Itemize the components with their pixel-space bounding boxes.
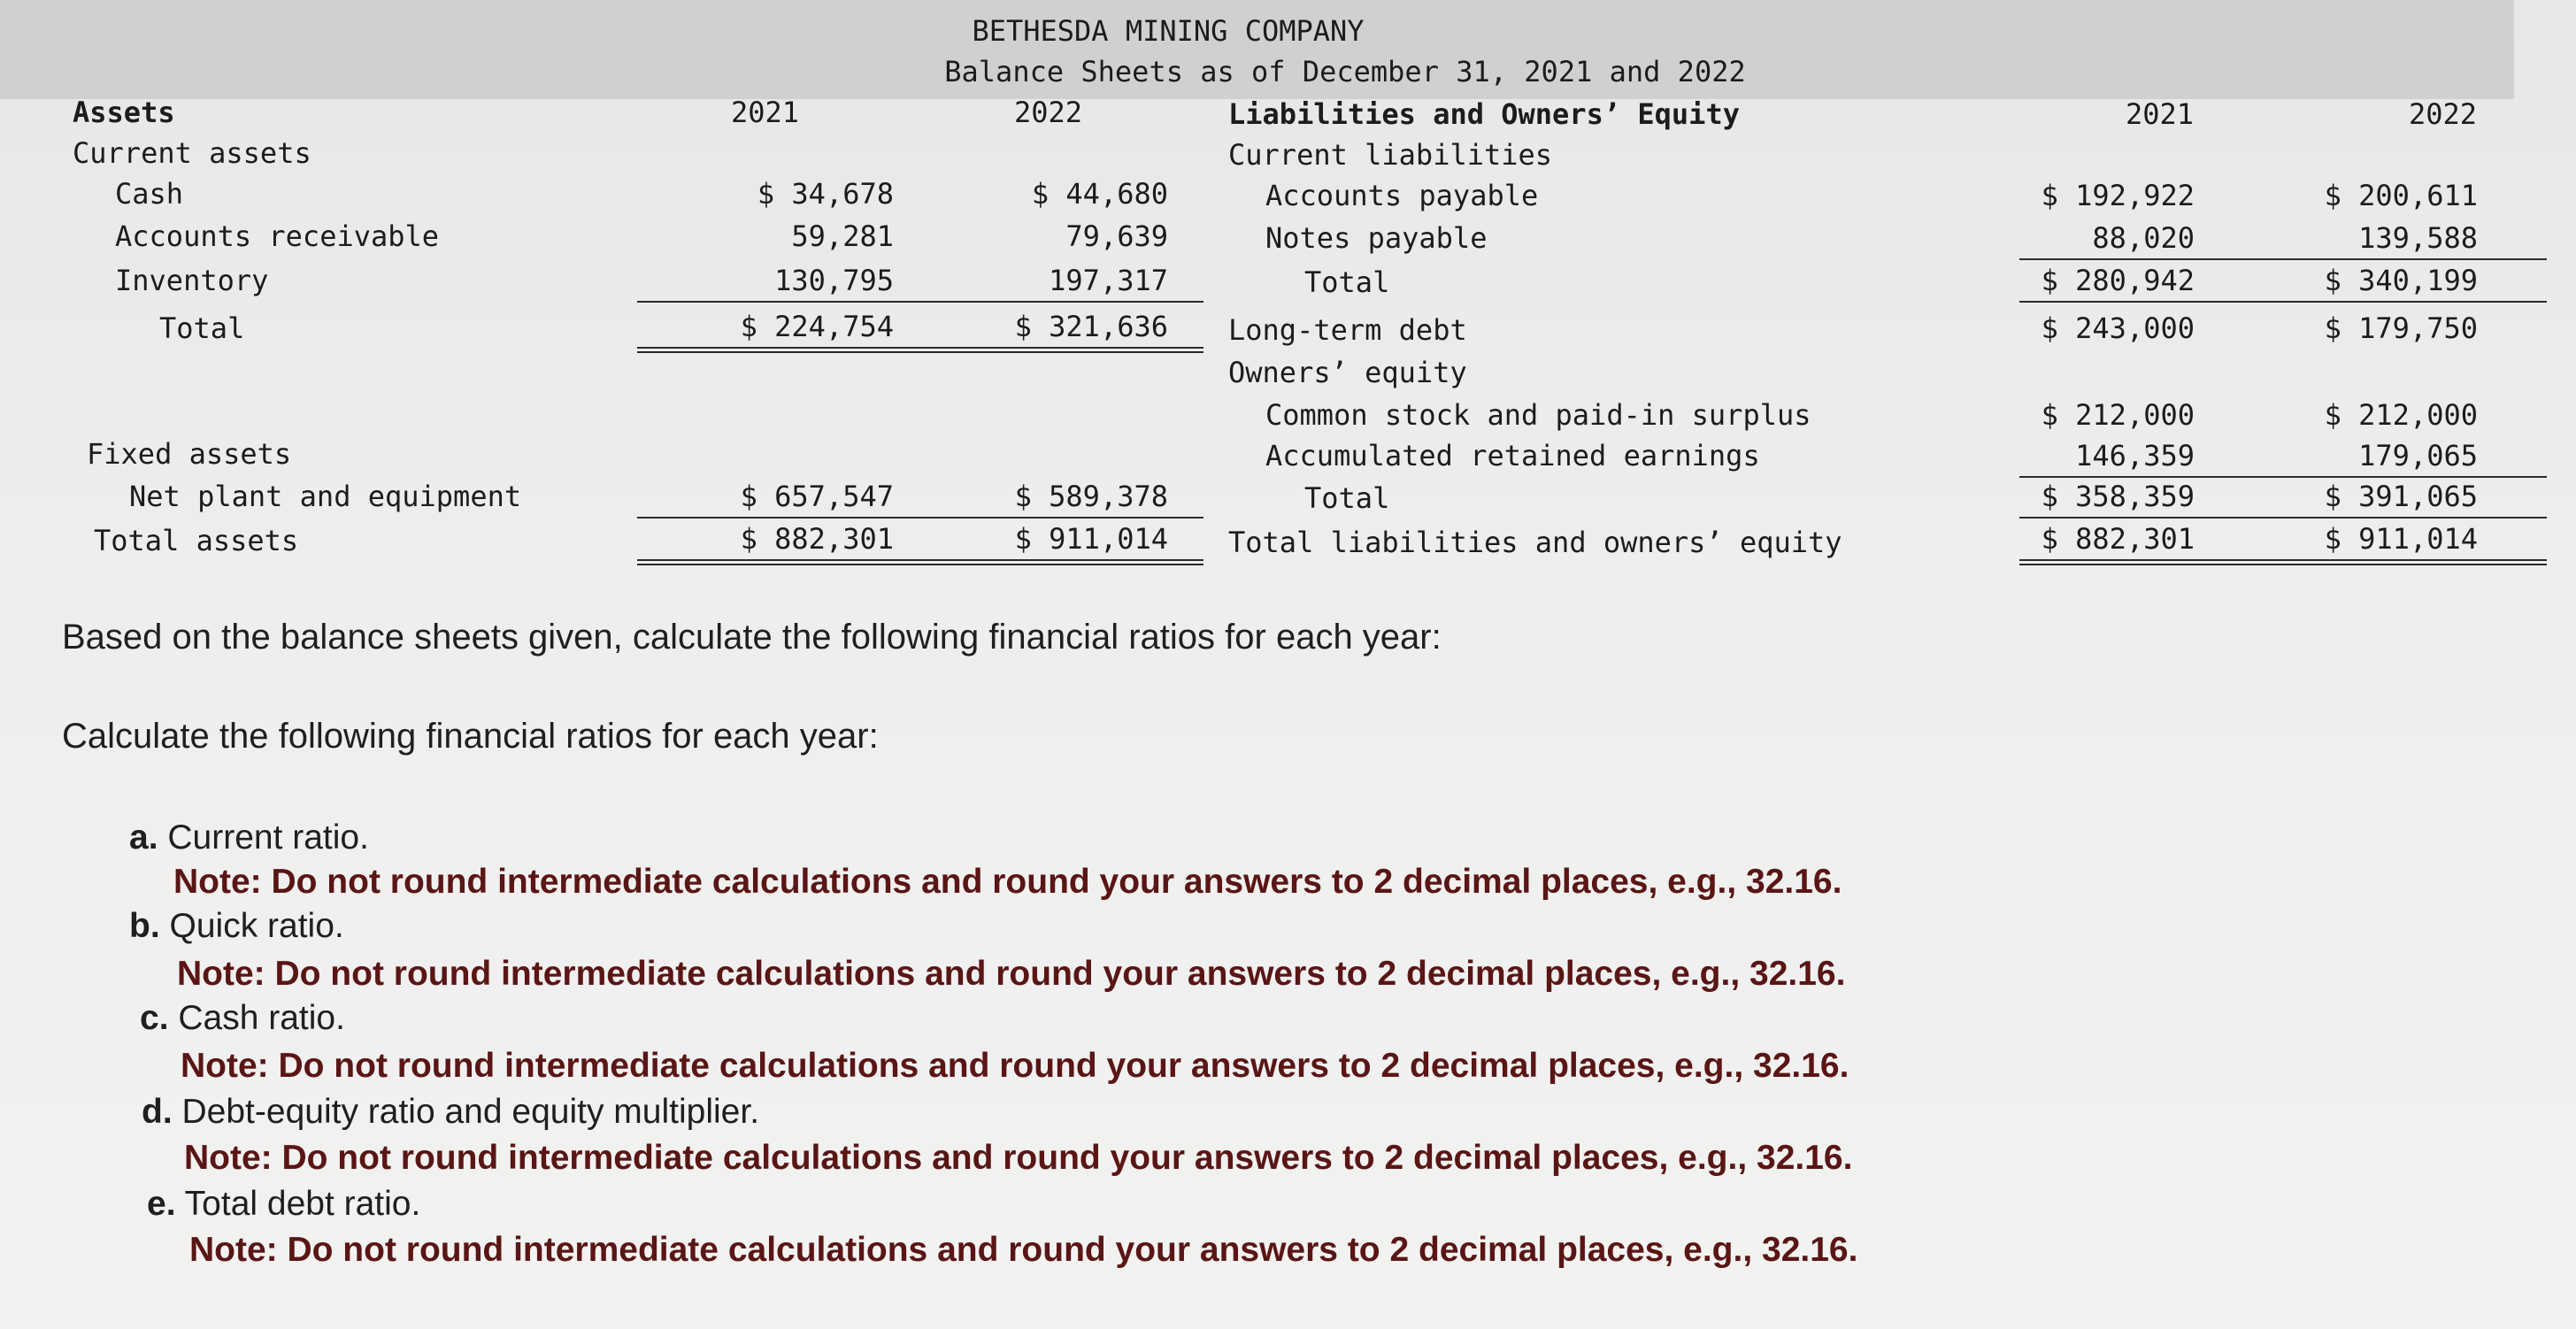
notes-payable-2021: 88,020: [2092, 221, 2195, 255]
item-d: [142, 1092, 759, 1133]
current-assets-total-2022: $ 321,636: [1014, 310, 1168, 343]
common-stock-label: Common stock and paid-in surplus: [1265, 398, 1811, 432]
notes-payable-label: Notes payable: [1265, 221, 1488, 255]
item-b-note: Note: Do not round intermediate calculations and round your answers to 2 decimal places, e.g., 32.16.: [177, 955, 1846, 993]
item-c-letter: c.: [140, 999, 169, 1037]
item-a-letter: a.: [129, 818, 158, 857]
grand-total-double-rule: [2019, 559, 2547, 565]
item-a: [129, 818, 369, 858]
net-plant-rule: [637, 517, 1203, 519]
common-stock-2022: $ 212,000: [2324, 398, 2478, 432]
item-d-note: Note: Do not round intermediate calculations and round your answers to 2 decimal places, e.g., 32.16.: [184, 1139, 1853, 1177]
total-assets-2022: $ 911,014: [1014, 522, 1168, 556]
equity-total-label: Total: [1304, 481, 1390, 515]
net-plant-label: Net plant and equipment: [129, 480, 522, 513]
equity-rule: [2019, 476, 2547, 478]
item-c-text: Cash ratio.: [178, 999, 345, 1037]
total-assets-label: Total assets: [94, 524, 299, 557]
current-liabilities-total-label: Total: [1304, 265, 1390, 299]
company-name: BETHESDA MINING COMPANY: [972, 14, 1365, 48]
grand-total-2021: $ 882,301: [2041, 522, 2195, 556]
item-d-text: Debt-equity ratio and equity multiplier.: [181, 1093, 760, 1131]
cash-label: Cash: [115, 177, 184, 211]
item-b: [129, 906, 344, 947]
current-liabilities-label: Current liabilities: [1228, 138, 1553, 172]
accounts-payable-label: Accounts payable: [1265, 179, 1539, 212]
owners-equity-label: Owners’ equity: [1228, 356, 1467, 389]
receivables-label: Accounts receivable: [115, 219, 440, 253]
item-c: [140, 998, 345, 1039]
cash-2021: $ 34,678: [757, 177, 894, 211]
assets-year-2021: 2021: [731, 96, 800, 129]
retained-earnings-label: Accumulated retained earnings: [1265, 439, 1760, 472]
liabilities-year-2022: 2022: [2409, 97, 2478, 131]
long-term-debt-2021: $ 243,000: [2041, 311, 2195, 345]
current-liabilities-total-2022: $ 340,199: [2324, 264, 2478, 297]
total-assets-double-rule: [637, 559, 1203, 565]
item-e-letter: e.: [147, 1185, 176, 1223]
cash-2022: $ 44,680: [1031, 177, 1168, 211]
question-intro: Based on the balance sheets given, calculate the following financial ratios for each year:: [62, 618, 1442, 657]
accounts-payable-2021: $ 192,922: [2041, 179, 2195, 212]
question-intro-secondary: Calculate the following financial ratios for each year:: [62, 717, 879, 756]
current-assets-total-2021: $ 224,754: [740, 310, 894, 343]
inventory-2022: 197,317: [1049, 264, 1168, 297]
current-assets-rule: [637, 301, 1203, 303]
current-liabilities-total-2021: $ 280,942: [2041, 264, 2195, 297]
item-a-text: Current ratio.: [167, 818, 369, 857]
balance-sheet: [62, 0, 2549, 584]
long-term-debt-2022: $ 179,750: [2324, 311, 2478, 345]
item-a-note: Note: Do not round intermediate calculations and round your answers to 2 decimal places, e.g., 32.16.: [173, 863, 1842, 901]
current-assets-double-rule: [637, 347, 1203, 353]
fixed-assets-label: Fixed assets: [87, 437, 292, 471]
assets-year-2022: 2022: [1014, 96, 1083, 129]
retained-earnings-2022: 179,065: [2358, 439, 2478, 472]
total-assets-2021: $ 882,301: [740, 522, 894, 556]
retained-earnings-2021: 146,359: [2075, 439, 2195, 472]
equity-total-2022: $ 391,065: [2324, 480, 2478, 513]
liabilities-year-2021: 2021: [2126, 97, 2195, 131]
current-liabilities-rule: [2019, 258, 2547, 260]
net-plant-2021: $ 657,547: [740, 480, 894, 513]
current-assets-label: Current assets: [73, 136, 311, 170]
receivables-2021: 59,281: [791, 219, 894, 253]
inventory-label: Inventory: [115, 264, 269, 297]
long-term-debt-label: Long-term debt: [1228, 313, 1467, 347]
item-c-note: Note: Do not round intermediate calculations and round your answers to 2 decimal places, e.g., 32.16.: [181, 1047, 1849, 1085]
item-b-text: Quick ratio.: [169, 907, 344, 945]
item-e: [147, 1184, 420, 1225]
sheet-subtitle: Balance Sheets as of December 31, 2021 and 2022: [944, 55, 1746, 88]
item-d-letter: d.: [142, 1093, 173, 1131]
grand-total-2022: $ 911,014: [2324, 522, 2478, 556]
common-stock-2021: $ 212,000: [2041, 398, 2195, 432]
item-e-text: Total debt ratio.: [184, 1185, 421, 1223]
current-assets-total-label: Total: [159, 311, 245, 345]
assets-heading: Assets: [73, 96, 175, 129]
equity-bottom-rule: [2019, 517, 2547, 519]
receivables-2022: 79,639: [1065, 219, 1168, 253]
current-liabilities-bottom-rule: [2019, 301, 2547, 303]
notes-payable-2022: 139,588: [2358, 221, 2478, 255]
grand-total-label: Total liabilities and owners’ equity: [1228, 526, 1842, 559]
net-plant-2022: $ 589,378: [1014, 480, 1168, 513]
item-e-note: Note: Do not round intermediate calculations and round your answers to 2 decimal places, e.g., 32.16.: [189, 1231, 1858, 1269]
equity-total-2021: $ 358,359: [2041, 480, 2195, 513]
accounts-payable-2022: $ 200,611: [2324, 179, 2478, 212]
item-b-letter: b.: [129, 907, 160, 945]
liabilities-heading: Liabilities and Owners’ Equity: [1228, 97, 1740, 131]
inventory-2021: 130,795: [774, 264, 894, 297]
